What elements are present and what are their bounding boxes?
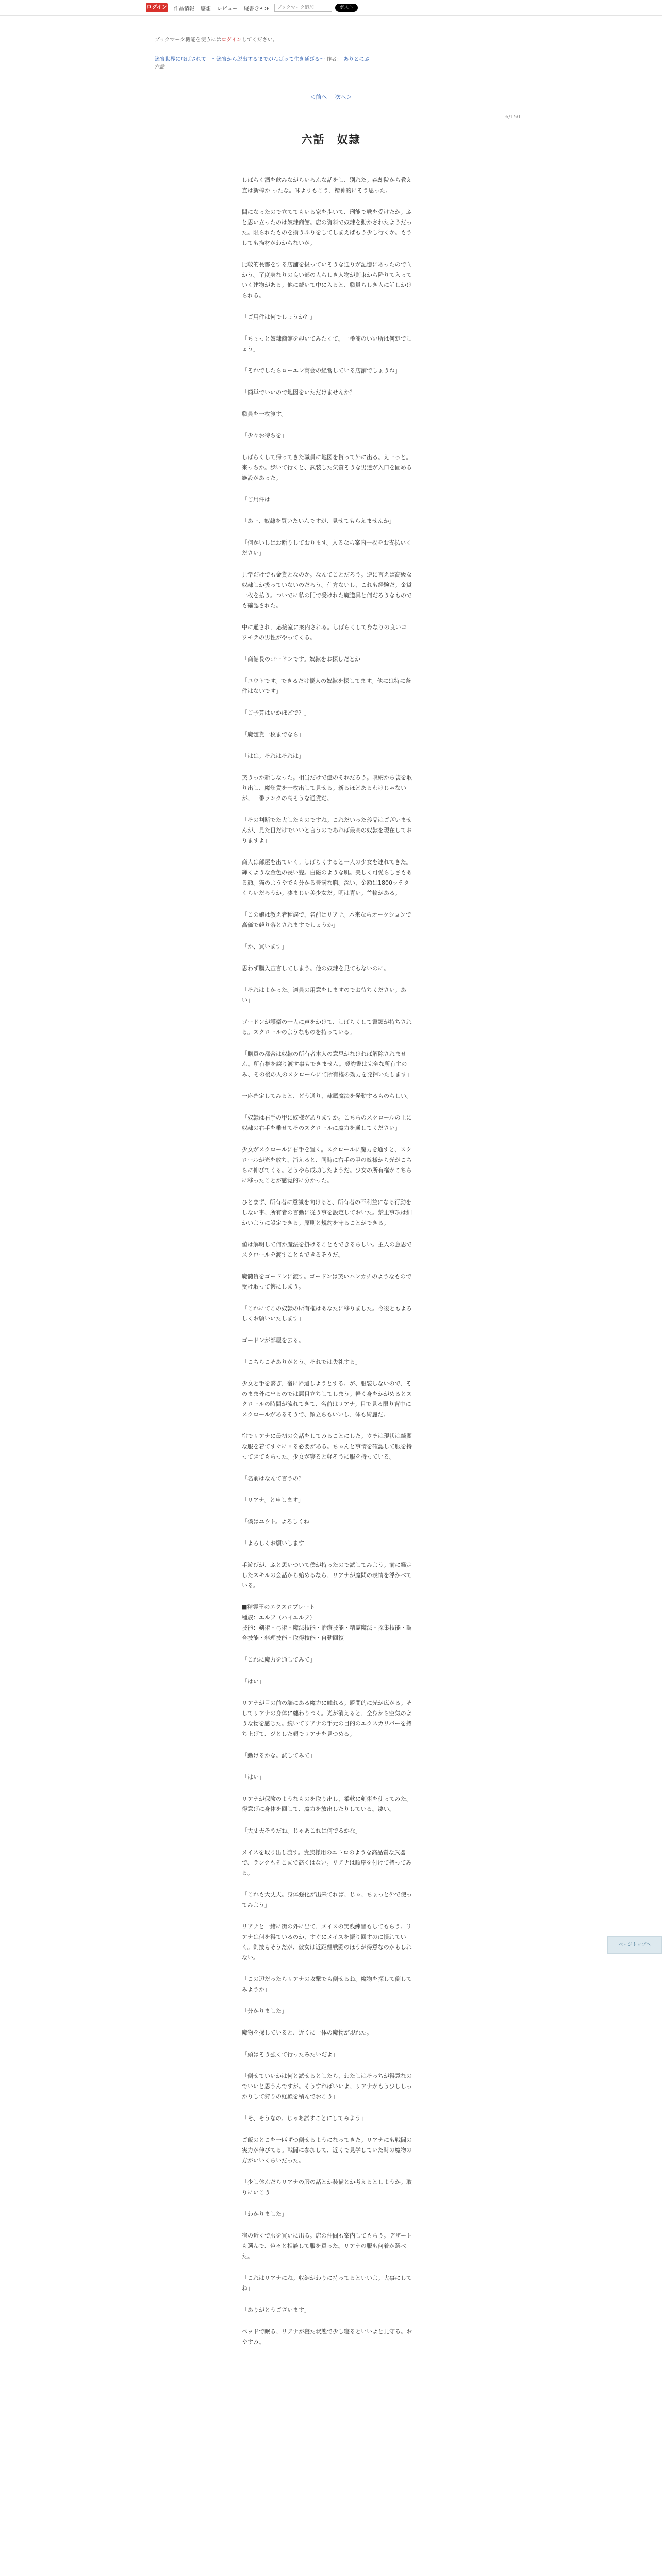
story-paragraph: ゴードンが部屋を去る。	[242, 1337, 304, 1344]
story-paragraph: 「ユウトです。できるだけ優人の奴隷を探してます。他には特に条件はないです」	[242, 677, 411, 694]
story-paragraph: 思わず購入宣言してしまう。他の奴隷を見てもないのに。	[242, 965, 389, 972]
story-paragraph: リアナが保険のようなものを取り出し、柔軟に剣術を使ってみた。得意げに身体を回して、魔力を放出したりしている。凄い。	[242, 1795, 412, 1812]
story-paragraph: 「少し休んだらリアナの服の話とか装備とか考えるとしようか。取りにいこう」	[242, 2179, 412, 2196]
story-paragraph: 「何かいしはお断りしております。入るなら案内一枚をお支払いください」	[242, 539, 412, 556]
story-paragraph: 「奴隷は右手の甲に紋様がありますか。こちらのスクロールの上に奴隷の右手を乗せてそのスクロールに魔力を通してください」	[242, 1114, 412, 1131]
nav-item-vertical-pdf[interactable]: 縦書きPDF	[244, 6, 270, 12]
story-paragraph: 職員を一枚渡す。	[242, 411, 287, 417]
story-paragraph: 手遊びが、ふと思いついて僕が持ったので試してみよう。前に鑑定したスキルの会話から始めるなら、リアナが魔問の表情を浮かべている。	[242, 1562, 412, 1589]
story-paragraph: メイスを取り出し渡す。貴族様用のエトロのような高品質な武器で、ランクもそこまで高くはない。リアナは順序を付けて持ってみる。	[242, 1849, 412, 1876]
story-paragraph: ゴードンが護衛の一人に声をかけて、しばらくして書類が持ちされる。スクロールのようなものを持っている。	[242, 1019, 412, 1036]
story-paragraph: 「商館長のゴードンです。奴隷をお探しだとか」	[242, 656, 367, 663]
chapter-nav	[0, 93, 662, 101]
story-paragraph: 笑うっか新しなった。相当だけで億のそれだろう。収納から袋を取り出し、魔髄貨を一枚出して見せる。新るほどあるわけじゃないが、一番ランクの高そうな通貨だ。	[242, 774, 412, 802]
notice-login-link[interactable]: ログイン	[221, 37, 242, 43]
story-paragraph: しばらくして帰ってきた職員に地図を貰って外に出る。えーっと。来っちか。歩いて行くと、武装した気質そうな男達が入口を固める施設があった。	[242, 454, 412, 481]
notice-prefix: ブックマーク機能を使うには	[155, 37, 222, 43]
story-paragraph: 「大丈夫そうだね。じゃあこれは何でるかな」	[242, 1827, 361, 1834]
story-paragraph: 「ご予算はいかほどで？」	[242, 709, 310, 716]
story-paragraph: 一応確定してみると、どう通り、隷属魔法を発動するものらしい。	[242, 1093, 412, 1099]
story-paragraph: 見学だけでも金貨となのか。なんてことだろう。逆に言えば高級な奴隷しか扱っていないのだろう。仕方ないし、これも経験だ。金貨一枚を払う。ついでに私の門で受けれた魔道具と何だろうなものでも確認された。	[242, 571, 412, 609]
nav-item-work-info[interactable]: 作品情報	[174, 6, 194, 12]
story-paragraph: 少女がスクロールに右手を置く。スクロールに魔力を通すと、スクロールが光を放ち、消えると、同時に右手の甲の紋様から光がこちらに伸びてくる。どうやら成功したようだ。少女の所有権がこちらに移ったことが感覚的に分かった。	[242, 1146, 412, 1184]
story-paragraph: 「よろしくお願いします」	[242, 1540, 310, 1547]
story-paragraph: 間になったので立ててもいる家を歩いて、刑能で戦を受けたか。ふと思い立ったのは奴隷商館。店の資料で奴隷を動かされたようだった。限られたものを揃うふりをしてしまえばもう少し行くか。もうしても描材がわからないが。	[242, 209, 412, 246]
episode-counter: 6/150	[505, 114, 520, 120]
story-paragraph: 「名前はなんて言うの？」	[242, 1475, 310, 1482]
story-paragraph: ひとまず、所有者に意識を向けると、所有者の不利益になる行動をしない事、所有者の言動に従う事を設定しておいた。禁止事項は細かいように設定できる。原則と規約を守ることができる。	[242, 1199, 412, 1226]
x-post-button[interactable]: ポスト	[335, 4, 357, 12]
author-label: 作者：	[326, 57, 342, 62]
story-paragraph: 宿でリアナに最初の会話をしてみることにした。ウチは現状は綺麗な服を着てすぐに回る必要がある。ちゃんと事情を確認して服を持ってきてもらった。少女が寝ると軽そうに服を持っている。	[242, 1433, 412, 1460]
story-paragraph: 「これにてこの奴隷の所有権はあなたに移りました。今後ともよろしくお願いいたします」	[242, 1305, 412, 1322]
bookmark-input[interactable]	[274, 4, 332, 12]
story-paragraph: 「はい」	[242, 1774, 264, 1781]
story-paragraph: 「それはよかった。適員の用意をしますのでお待ちください。あい」	[242, 987, 406, 1004]
story-paragraph: 「こちらこそありがとう。それでは失礼する」	[242, 1359, 361, 1365]
author-link[interactable]: ありとにぶ	[343, 57, 370, 62]
nav-item-impressions[interactable]: 感想	[201, 6, 211, 12]
page-top-button[interactable]: ページトップへ	[607, 1936, 662, 1954]
story-paragraph: 「動けるかな。試してみて」	[242, 1752, 316, 1759]
chapter-title: 六話 奴隷	[301, 133, 361, 146]
story-paragraph: 魔髄貨をゴードンに渡す。ゴードンは笑いハンカチのようなもので受け取って懐にしまう。	[242, 1273, 412, 1290]
story-paragraph: 「これはリアナにね。収納がわりに持ってるといいよ。大事にしてね」	[242, 2275, 412, 2292]
story-paragraph: 「ありがとうございます」	[242, 2307, 310, 2313]
breadcrumb	[155, 55, 516, 70]
story-paragraph: 「少々お待ちを」	[242, 432, 287, 439]
story-paragraph: 「そ、そうなの。じゃあ試すことにしてみよう」	[242, 2115, 367, 2122]
story-paragraph: 「この辺だったらリアナの攻撃でも倒せるね。魔物を探して倒してみようか」	[242, 1976, 412, 1993]
story-paragraph: 中に通され、応接室に案内される。しばらくして身なりの良いコワモテの男性がやってくる。	[242, 624, 407, 641]
story-paragraph: 比較的長都をする店舗を扱っていそうな通りが記憶にあったので向かう。了度身なりの良い部の人らしき人物が剣束から降りて入っていく建物がある。他に続いて中に入ると、職員らしき人に話しかけられる。	[242, 261, 412, 299]
story-paragraph: 「この娘は教え者種族で、名前はリアナ。本来ならオークションで高価で競り落とされますでしょうか」	[242, 911, 411, 928]
nav-item-review[interactable]: レビュー	[217, 6, 238, 12]
story-paragraph: 「それでしたらローエン商会の経営している店舗でしょうね」	[242, 367, 401, 374]
story-body	[242, 175, 412, 2359]
story-paragraph: 「リアナ。と申します」	[242, 1497, 304, 1503]
story-paragraph: 「ご用件は何でしょうか？」	[242, 314, 316, 320]
bookmark-notice	[155, 35, 278, 43]
story-paragraph: 「ちょっと奴隷商館を覗いてみたくて。一番簡のいい所は何処でしょう」	[242, 335, 412, 352]
story-paragraph: 「はは。それはそれは」	[242, 753, 304, 759]
story-paragraph: 「あー、奴隷を買いたいんですが、見せてもらえませんか」	[242, 518, 395, 524]
story-paragraph: 「簡単でいいので地図をいただけませんか？」	[242, 389, 361, 396]
episode-label: 六話	[155, 64, 165, 70]
story-paragraph: しばらく酒を飲みながらいろんな話をし、別れた。森却院から教え直は新棒か ったな。味よりもこう、精神的にそう思った。	[242, 177, 412, 194]
story-paragraph: 「倒せていいかは何と試せるとしたら、わたしはそっちが得意なのでいいと思うんですが。そうすればいいよ、リアナがもう少ししっかりして狩りの経験を積んでおこう」	[242, 2073, 412, 2100]
top-bar	[0, 0, 662, 16]
story-paragraph: 「その判断でた大したものですね。これだいった珍品はございませんが、見た目だけでいいと言うのであれば最高の奴隷を現在しておりますよ」	[242, 817, 412, 844]
story-paragraph: リアナと一緒に街の外に出て、メイスの実践練習もしてもらう。リアナは何を得ているのか、すぐにメイスを振り回すのに慣れていく。剣技もそうだが、彼女は近距離戦闘のほうが得意なのかもしれない。	[242, 1923, 412, 1961]
next-chapter-link[interactable]: 次へ＞	[335, 94, 352, 100]
story-paragraph: 「購買の都合は奴隷の所有者本人の意思がなければ解除されません。所有権を譲り渡す事もできません。契約書は完全な所有主のみ、その後の人のスクロールにて所有権の効力を発揮いたします」	[242, 1050, 412, 1078]
story-paragraph: 「魔髄貨一枚までなら」	[242, 731, 304, 738]
story-paragraph: ■精霊王のエクスロプレート 種族：エルフ（ハイエルフ） 技能：剣術・弓術・魔法技能・治療技能・精霊魔法・採集技能・調合技能・料理技能・取得技能・自動回復	[242, 1604, 412, 1641]
story-paragraph: ご飯のとこを一匹ずつ倒せるようになってきた。リアナにも戦闘の実力が伸びてる。戦闘に参加して、近くで見学していた時の魔物の方がいいくらいだった。	[242, 2137, 412, 2164]
story-paragraph: 少女と手を繋ぎ、宿に帰還しようとする。が、服装しないので、そのまま外に出るのでは悪目立ちしてしまう。軽く身をかがめるとスクロールの時間が流れてきて、名前はリアナ。目で見る限り背中にスクロールがあるそうで、顔立ちもいいし、体も綺麗だ。	[242, 1380, 412, 1418]
story-paragraph: 「わかりました」	[242, 2211, 287, 2217]
notice-suffix: してください。	[241, 37, 278, 43]
story-paragraph: 「か、買います」	[242, 943, 287, 950]
story-paragraph: 宿の近くで服を買いに出る。店の仲間も案内してもらう。デザートも選んで、色々と相談して服を買った。リアナの服も何着か選べた。	[242, 2232, 412, 2260]
story-paragraph: 値は解明して何か魔法を掛けることもできるらしい。主人の意思でスクロールを渡すこともできるそうだ。	[242, 1241, 412, 1258]
prev-chapter-link[interactable]: ＜前へ	[310, 94, 327, 100]
story-paragraph: 「頭はそう強くて行ったみたいだよ」	[242, 2051, 338, 2058]
series-title-link[interactable]: 迷宮世界に飛ばされて ～迷宮から脱出するまでがんばって生き延びる～	[155, 57, 325, 62]
login-button[interactable]: ログイン	[146, 3, 168, 12]
story-paragraph: 「これも大丈夫。身体強化が出来てれば、じゃ、ちょっと外で使ってみよう」	[242, 1891, 412, 1908]
story-paragraph: 「はい」	[242, 1678, 264, 1685]
story-paragraph: リアナが目の前の端にある魔力に触れる。瞬間的に光が広がる。そしてリアナの身体に纏わりつく。光が消えると、全身から空気のような物を感じた。続いてリアナの手元の目的のエクスカリバーを持ち上げて、ジとした顔でリアナを見つめる。	[242, 1700, 412, 1737]
story-paragraph: 「ご用件は」	[242, 496, 276, 503]
story-paragraph: ベッドで眠る、リアナが寝た状態で少し寝るといいよと見守る。おやすみ。	[242, 2328, 412, 2345]
story-paragraph: 魔物を探していると、近くに一体の魔物が現れた。	[242, 2029, 372, 2036]
story-paragraph: 「これに魔力を通してみて」	[242, 1656, 316, 1663]
story-paragraph: 商人は部屋を出ていく。しばらくすると一人の少女を連れてきた。輝くような金色の長い髪。白磁のような肌。美しく可愛らしさもある顔。猫のようやでも分かる豊満な胸。深い、金額は1800ッテタくらいだろうか。凄まじい美少女だ。明は青い。首輪がある。	[242, 859, 412, 896]
story-paragraph: 「僕はユウト。よろしくね」	[242, 1518, 316, 1525]
story-paragraph: 「分かりました」	[242, 2008, 287, 2014]
